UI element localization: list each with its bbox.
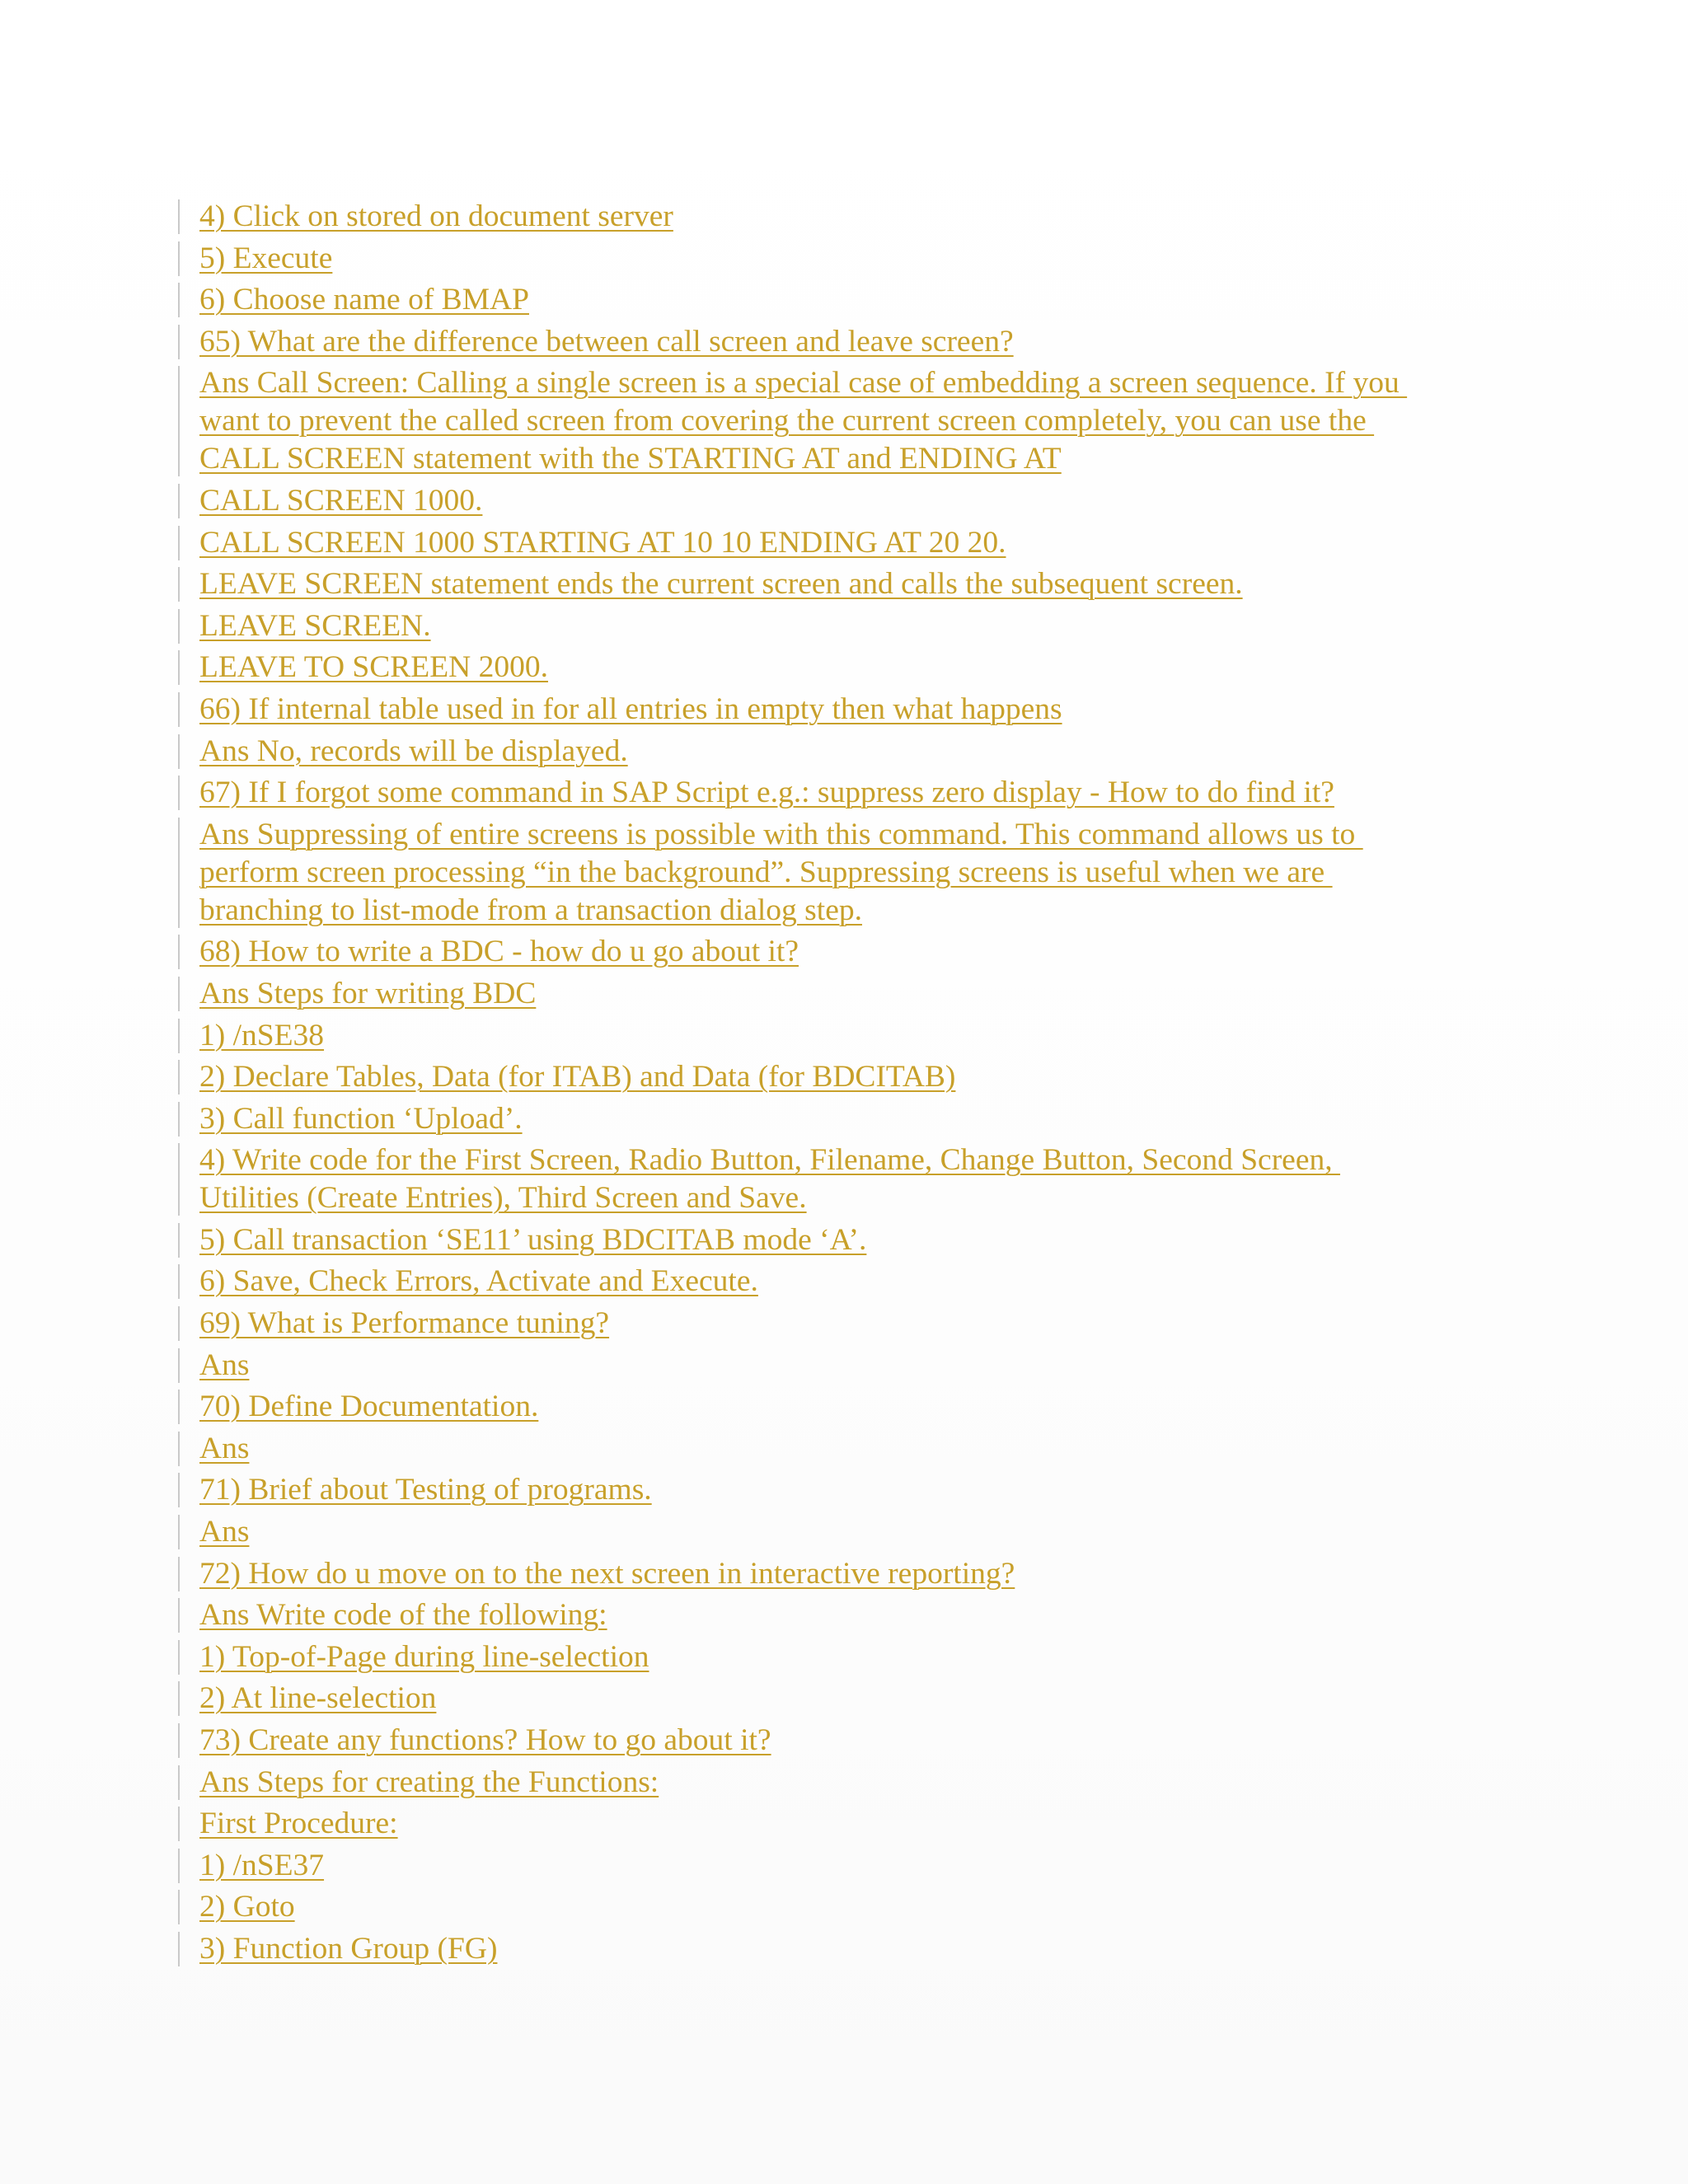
- document-line[interactable]: 6) Save, Check Errors, Activate and Execute.: [178, 1263, 1530, 1301]
- document-line[interactable]: LEAVE SCREEN.: [178, 607, 1530, 645]
- document-line[interactable]: Ans: [178, 1347, 1530, 1385]
- document-line[interactable]: 5) Execute: [178, 240, 1530, 278]
- document-line[interactable]: Ans Write code of the following:: [178, 1596, 1530, 1634]
- document-body: [178, 198, 1530, 1968]
- document-line[interactable]: 1) Top-of-Page during line-selection: [178, 1638, 1530, 1676]
- document-line[interactable]: 68) How to write a BDC - how do u go about it?: [178, 933, 1530, 971]
- document-line[interactable]: Ans Call Screen: Calling a single screen is a special case of embedding a screen sequence. If you want to prevent the called screen from covering the current screen completely, you can use the CALL SCREEN statement with the STARTING AT and ENDING AT: [178, 364, 1530, 478]
- document-line[interactable]: Ans Steps for writing BDC: [178, 975, 1530, 1013]
- document-line[interactable]: LEAVE SCREEN statement ends the current screen and calls the subsequent screen.: [178, 565, 1530, 603]
- document-line[interactable]: 1) /nSE38: [178, 1017, 1530, 1055]
- document-line[interactable]: Ans: [178, 1513, 1530, 1551]
- document-line[interactable]: 70) Define Documentation.: [178, 1388, 1530, 1426]
- document-line[interactable]: Ans No, records will be displayed.: [178, 733, 1530, 771]
- document-line[interactable]: CALL SCREEN 1000.: [178, 482, 1530, 520]
- document-line[interactable]: Ans Steps for creating the Functions:: [178, 1764, 1530, 1802]
- document-line[interactable]: Ans Suppressing of entire screens is possible with this command. This command allows us to perform screen processing “in the background”. Suppressing screens is useful when we are branching to list-mode from a transaction dialog step.: [178, 816, 1530, 930]
- document-line[interactable]: 3) Call function ‘Upload’.: [178, 1100, 1530, 1138]
- document-line[interactable]: First Procedure:: [178, 1805, 1530, 1843]
- document-line[interactable]: LEAVE TO SCREEN 2000.: [178, 649, 1530, 687]
- document-line[interactable]: 71) Brief about Testing of programs.: [178, 1471, 1530, 1509]
- document-line[interactable]: 72) How do u move on to the next screen in interactive reporting?: [178, 1555, 1530, 1593]
- document-line[interactable]: 73) Create any functions? How to go about it?: [178, 1722, 1530, 1760]
- document-line[interactable]: 65) What are the difference between call screen and leave screen?: [178, 323, 1530, 361]
- document-line[interactable]: 2) Declare Tables, Data (for ITAB) and Data (for BDCITAB): [178, 1058, 1530, 1096]
- document-line[interactable]: 4) Write code for the First Screen, Radio Button, Filename, Change Button, Second Screen, Utilities (Create Entries), Third Screen and Save.: [178, 1141, 1530, 1217]
- document-line[interactable]: 69) What is Performance tuning?: [178, 1305, 1530, 1343]
- document-line[interactable]: 6) Choose name of BMAP: [178, 281, 1530, 319]
- document-line[interactable]: 1) /nSE37: [178, 1847, 1530, 1885]
- document-line[interactable]: CALL SCREEN 1000 STARTING AT 10 10 ENDING AT 20 20.: [178, 524, 1530, 562]
- document-line[interactable]: 4) Click on stored on document server: [178, 198, 1530, 236]
- document-line[interactable]: 67) If I forgot some command in SAP Script e.g.: suppress zero display - How to do find it?: [178, 774, 1530, 812]
- document-line[interactable]: 2) At line-selection: [178, 1680, 1530, 1718]
- document-line[interactable]: Ans: [178, 1430, 1530, 1468]
- document-line[interactable]: 66) If internal table used in for all entries in empty then what happens: [178, 691, 1530, 729]
- document-line[interactable]: 5) Call transaction ‘SE11’ using BDCITAB mode ‘A’.: [178, 1221, 1530, 1259]
- document-line[interactable]: 3) Function Group (FG): [178, 1930, 1530, 1968]
- document-line[interactable]: 2) Goto: [178, 1888, 1530, 1926]
